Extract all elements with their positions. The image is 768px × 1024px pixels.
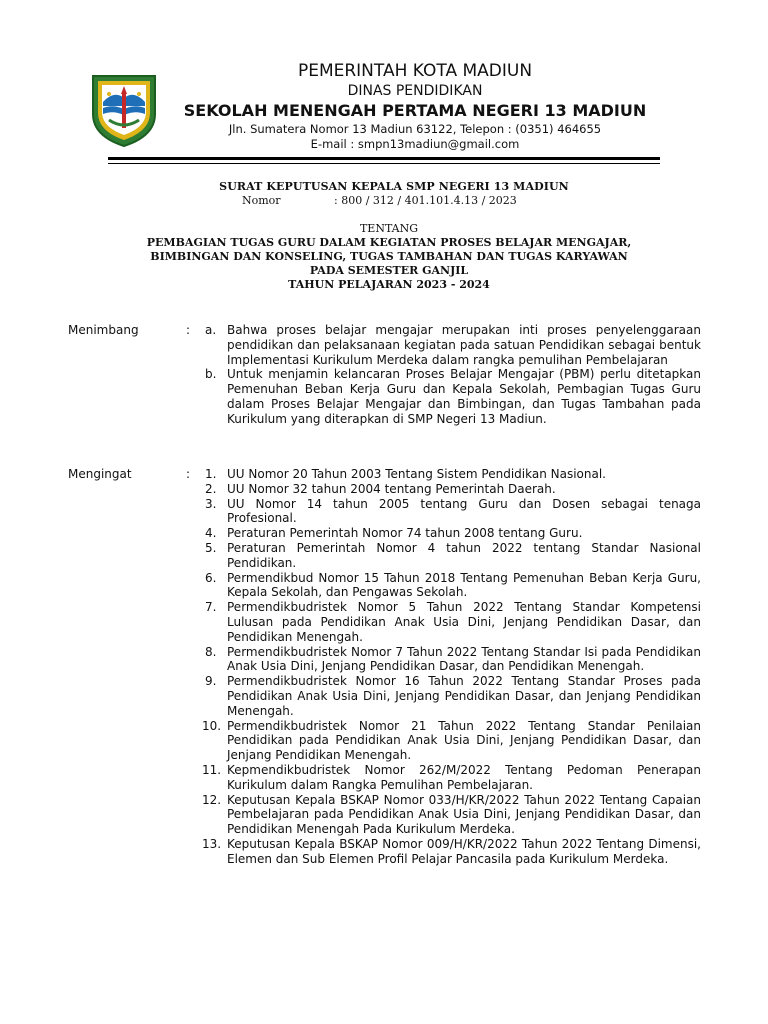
list-item <box>0 541 768 571</box>
department-name: DINAS PENDIDIKAN <box>347 83 483 99</box>
letterhead <box>0 60 768 160</box>
list-item-text: Permendikbudristek Nomor 5 Tahun 2022 Tentang Standar Kompetensi Lulusan pada Pendidikan Anak Usia Dini, Jenjang Pendidikan Dasar, dan Pendidikan Menengah. <box>227 600 701 644</box>
list-item <box>0 497 768 527</box>
list-item <box>0 645 768 675</box>
menimbang-colon: : <box>186 323 191 337</box>
list-item-text: Permendikbud Nomor 15 Tahun 2018 Tentang Pemenuhan Beban Kerja Guru, Kepala Sekolah, dan Pengawas Sekolah. <box>227 570 701 600</box>
list-item <box>0 719 768 763</box>
decree-number <box>242 194 517 208</box>
list-marker: 6. <box>205 570 217 585</box>
subject-label: TENTANG <box>359 222 419 235</box>
list-item-text: Permendikbudristek Nomor 16 Tahun 2022 Tentang Standar Proses pada Pendidikan Anak Usia Dini, Jenjang Pendidikan Dasar, dan Jenjang Pendidikan Menengah. <box>227 674 701 718</box>
list-item <box>0 323 768 367</box>
mengingat-section <box>0 467 768 867</box>
decree-title: SURAT KEPUTUSAN KEPALA SMP NEGERI 13 MADIUN <box>219 180 569 193</box>
decree-subject <box>0 222 768 292</box>
list-item <box>0 837 768 867</box>
list-item-text: UU Nomor 14 tahun 2005 tentang Guru dan Dosen sebagai tenaga Profesional. <box>227 496 701 526</box>
list-item-text: Kepmendikbudristek Nomor 262/M/2022 Tentang Pedoman Penerapan Kurikulum dalam Rangka Pemulihan Pembelajaran. <box>227 762 701 792</box>
list-item <box>0 763 768 793</box>
list-marker: 2. <box>205 481 217 496</box>
mengingat-label: Mengingat <box>68 467 132 481</box>
list-item-text: Permendikbudristek Nomor 7 Tahun 2022 Tentang Standar Isi pada Pendidikan Anak Usia Dini, Jenjang Pendidikan Dasar, dan Pendidikan Menengah. <box>227 644 701 674</box>
decree-number-value: : 800 / 312 / 401.101.4.13 / 2023 <box>334 194 517 207</box>
list-marker: 10. <box>202 718 222 733</box>
list-item-text: Bahwa proses belajar mengajar merupakan inti proses penyelenggaraan pendidikan dan pelaksanaan kegiatan pada satuan Pendidikan sebagai bentuk Implementasi Kurikulum Merdeka dalam rangka pemulihan Pembelajaran <box>227 323 701 367</box>
subject-line: TAHUN PELAJARAN 2023 - 2024 <box>288 278 490 291</box>
list-marker: 3. <box>205 496 217 511</box>
list-item <box>0 571 768 601</box>
school-name: SEKOLAH MENENGAH PERTAMA NEGERI 13 MADIUN <box>183 101 647 120</box>
government-name: PEMERINTAH KOTA MADIUN <box>297 61 533 81</box>
list-marker: 5. <box>205 540 217 555</box>
list-item <box>0 482 768 497</box>
school-email: E-mail : smpn13madiun@gmail.com <box>310 137 520 151</box>
school-address: Jln. Sumatera Nomor 13 Madiun 63122, Telepon : (0351) 464655 <box>228 122 602 136</box>
list-item-text: Permendikbudristek Nomor 21 Tahun 2022 Tentang Standar Penilaian Pendidikan pada Pendidikan Anak Usia Dini, Jenjang Pendidikan Dasar, dan Jenjang Pendidikan Menengah. <box>227 718 701 763</box>
subject-line: BIMBINGAN DAN KONSELING, TUGAS TAMBAHAN DAN TUGAS KARYAWAN <box>150 250 628 263</box>
list-item <box>0 600 768 644</box>
list-marker: b. <box>205 367 217 382</box>
decree-number-label: Nomor <box>242 194 281 207</box>
list-item-text: Untuk menjamin kelancaran Proses Belajar Mengajar (PBM) perlu ditetapkan Pemenuhan Beban Kerja Guru dan Kepala Sekolah, Pembagian Tugas Guru dalam Proses Belajar Mengajar dan Bimbingan, dan Tugas Tambahan pada Kurikulum yang diterapkan di SMP Negeri 13 Madiun. <box>227 367 701 426</box>
list-marker: 4. <box>205 526 217 541</box>
letterhead-text <box>160 60 670 152</box>
madiun-city-coat-of-arms-icon <box>89 72 159 148</box>
list-item-text: UU Nomor 32 tahun 2004 tentang Pemerintah Daerah. <box>227 481 556 496</box>
mengingat-colon: : <box>186 467 191 481</box>
list-item <box>0 793 768 837</box>
list-marker: 11. <box>202 762 222 777</box>
list-item-text: Keputusan Kepala BSKAP Nomor 033/H/KR/2022 Tahun 2022 Tentang Capaian Pembelajaran pada Pendidikan Anak Usia Dini, Jenjang Pendidikan Dasar, dan Pendidikan Menengah Pada Kurikulum Merdeka. <box>227 792 701 837</box>
list-marker: 9. <box>205 674 217 689</box>
letterhead-divider-thick <box>108 157 660 160</box>
list-marker: 8. <box>205 644 217 659</box>
list-marker: 12. <box>202 792 222 807</box>
menimbang-label: Menimbang <box>68 323 139 337</box>
list-marker: 13. <box>202 836 222 851</box>
list-item <box>0 526 768 541</box>
list-item-text: UU Nomor 20 Tahun 2003 Tentang Sistem Pendidikan Nasional. <box>227 467 606 481</box>
subject-line: PEMBAGIAN TUGAS GURU DALAM KEGIATAN PROSES BELAJAR MENGAJAR, <box>146 236 632 249</box>
list-marker: a. <box>205 323 217 337</box>
list-item <box>0 367 768 426</box>
list-marker: 7. <box>205 600 217 615</box>
list-item-text: Peraturan Pemerintah Nomor 74 tahun 2008 tentang Guru. <box>227 526 583 541</box>
list-item-text: Peraturan Pemerintah Nomor 4 tahun 2022 tentang Standar Nasional Pendidikan. <box>227 540 701 570</box>
list-marker: 1. <box>205 467 217 481</box>
list-item-text: Keputusan Kepala BSKAP Nomor 009/H/KR/2022 Tahun 2022 Tentang Dimensi, Elemen dan Sub Elemen Profil Pelajar Pancasila pada Kurikulum Merdeka. <box>227 836 701 866</box>
letterhead-divider-thin <box>108 163 660 164</box>
subject-line: PADA SEMESTER GANJIL <box>309 264 469 277</box>
menimbang-section <box>0 323 768 427</box>
list-item <box>0 674 768 718</box>
decree-heading <box>0 180 768 207</box>
list-item <box>0 467 768 482</box>
